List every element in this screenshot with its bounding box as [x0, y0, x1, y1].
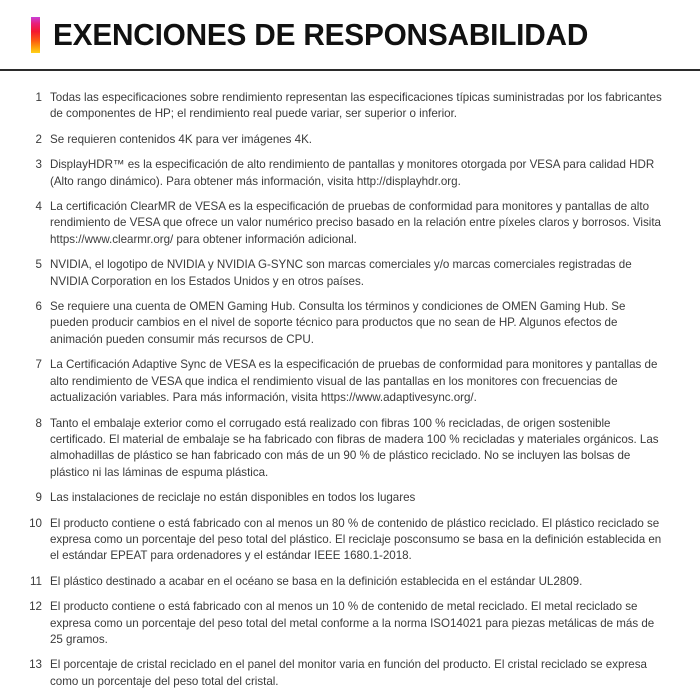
- note-number: 6: [35, 300, 42, 314]
- disclaimer-note: [0, 574, 700, 590]
- note-text: Se requiere una cuenta de OMEN Gaming Hub. Consulta los términos y condiciones de OMEN Gaming Hub. Se pueden producir cambios en el nivel de soporte técnico para productos que no sean de HP. Algunos efectos de animación pueden consumir más recursos de CPU.: [50, 300, 626, 346]
- note-number: 7: [35, 358, 42, 372]
- note-number: 4: [35, 200, 42, 214]
- header-divider: [0, 69, 700, 71]
- disclaimer-note: [0, 157, 700, 190]
- note-number: 2: [35, 132, 42, 146]
- disclaimer-note: [0, 599, 700, 648]
- note-text: El producto contiene o está fabricado con al menos un 10 % de contenido de metal reciclado. El metal reciclado se expresa como un porcentaje del peso total del metal conforme a la norma ISO14021 para piezas metálicas de más de 25 gramos.: [50, 600, 655, 646]
- note-text: La Certificación Adaptive Sync de VESA es la especificación de pruebas de conformidad para monitores y pantallas de alto rendimiento de VESA que indica el rendimiento visual de las pantallas en los monitores con frecuencias de actualización variables. Para más información, visita https://www.adaptivesync.org/.: [50, 358, 658, 405]
- note-text: Las instalaciones de reciclaje no están disponibles en todos los lugares: [50, 491, 416, 505]
- disclaimer-note: [0, 357, 700, 406]
- disclaimer-note: [0, 299, 700, 348]
- note-number: 5: [35, 258, 42, 272]
- note-number: 12: [29, 600, 42, 614]
- note-text: Se requieren contenidos 4K para ver imágenes 4K.: [50, 132, 312, 146]
- note-number: 1: [35, 91, 42, 104]
- disclaimer-note: [0, 132, 700, 148]
- note-text: DisplayHDR™ es la especificación de alto rendimiento de pantallas y monitores otorgada por VESA para calidad HDR (Alto rango dinámico). Para obtener más información, visita http://displayhdr.org.: [50, 158, 655, 188]
- disclaimer-note: [0, 516, 700, 565]
- note-text: La certificación ClearMR de VESA es la especificación de pruebas de conformidad para monitores y pantallas de alto rendimiento de VESA que ofrece un valor numérico preciso basado en la relación entre píxeles claros y borrosos. Visita https://www.clearmr.org/ para obtener información adicional.: [50, 200, 661, 246]
- note-text: El producto contiene o está fabricado con al menos un 80 % de contenido de plástico reciclado. El plástico reciclado se expresa como un porcentaje del peso total del plástico. El reciclaje posconsumo se basa en la definición establecida en el estándar EPEAT para ordenadores y el estándar IEEE 1680.1-2018.: [50, 516, 662, 563]
- page-header: [0, 0, 700, 70]
- note-text: Todas las especificaciones sobre rendimiento representan las especificaciones típicas suministradas por los fabricantes de componentes de HP; el rendimiento real puede variar, ser superior o inferior.: [50, 91, 662, 121]
- disclaimer-note: [0, 90, 700, 123]
- note-text: NVIDIA, el logotipo de NVIDIA y NVIDIA G-SYNC son marcas comerciales y/o marcas comerciales registradas de NVIDIA Corporation en los Estados Unidos y en otros países.: [50, 258, 632, 288]
- note-number: 9: [35, 491, 42, 505]
- disclaimer-notes-list: [0, 90, 700, 699]
- note-number: 11: [29, 574, 42, 588]
- note-number: 10: [29, 516, 42, 530]
- disclaimer-note: [0, 490, 700, 506]
- note-number: 8: [35, 416, 42, 430]
- disclaimer-note: [0, 199, 700, 248]
- disclaimer-note: [0, 657, 700, 690]
- note-text: Tanto el embalaje exterior como el corrugado está realizado con fibras 100 % recicladas, de origen sostenible certificado. El material de embalaje se ha fabricado con fibras de madera 100 % recicladas y materiales orgánicos. Las almohadillas de plástico se han fabricado con más de un 90 % de plástico reciclado. No se incluyen las bolsas de plástico ni las láminas de espuma plástica.: [50, 416, 659, 479]
- note-text: El plástico destinado a acabar en el océano se basa en la definición establecida en el estándar UL2809.: [50, 574, 583, 588]
- note-text: El porcentaje de cristal reciclado en el panel del monitor varia en función del producto. El cristal reciclado se expresa como un porcentaje del peso total del cristal.: [50, 658, 647, 688]
- note-number: 13: [29, 658, 42, 672]
- gradient-accent-bar-icon: [31, 17, 40, 53]
- note-number: 3: [35, 158, 42, 172]
- disclaimer-note: [0, 257, 700, 290]
- page-title: EXENCIONES DE RESPONSABILIDAD: [53, 17, 589, 52]
- disclaimer-note: [0, 416, 700, 482]
